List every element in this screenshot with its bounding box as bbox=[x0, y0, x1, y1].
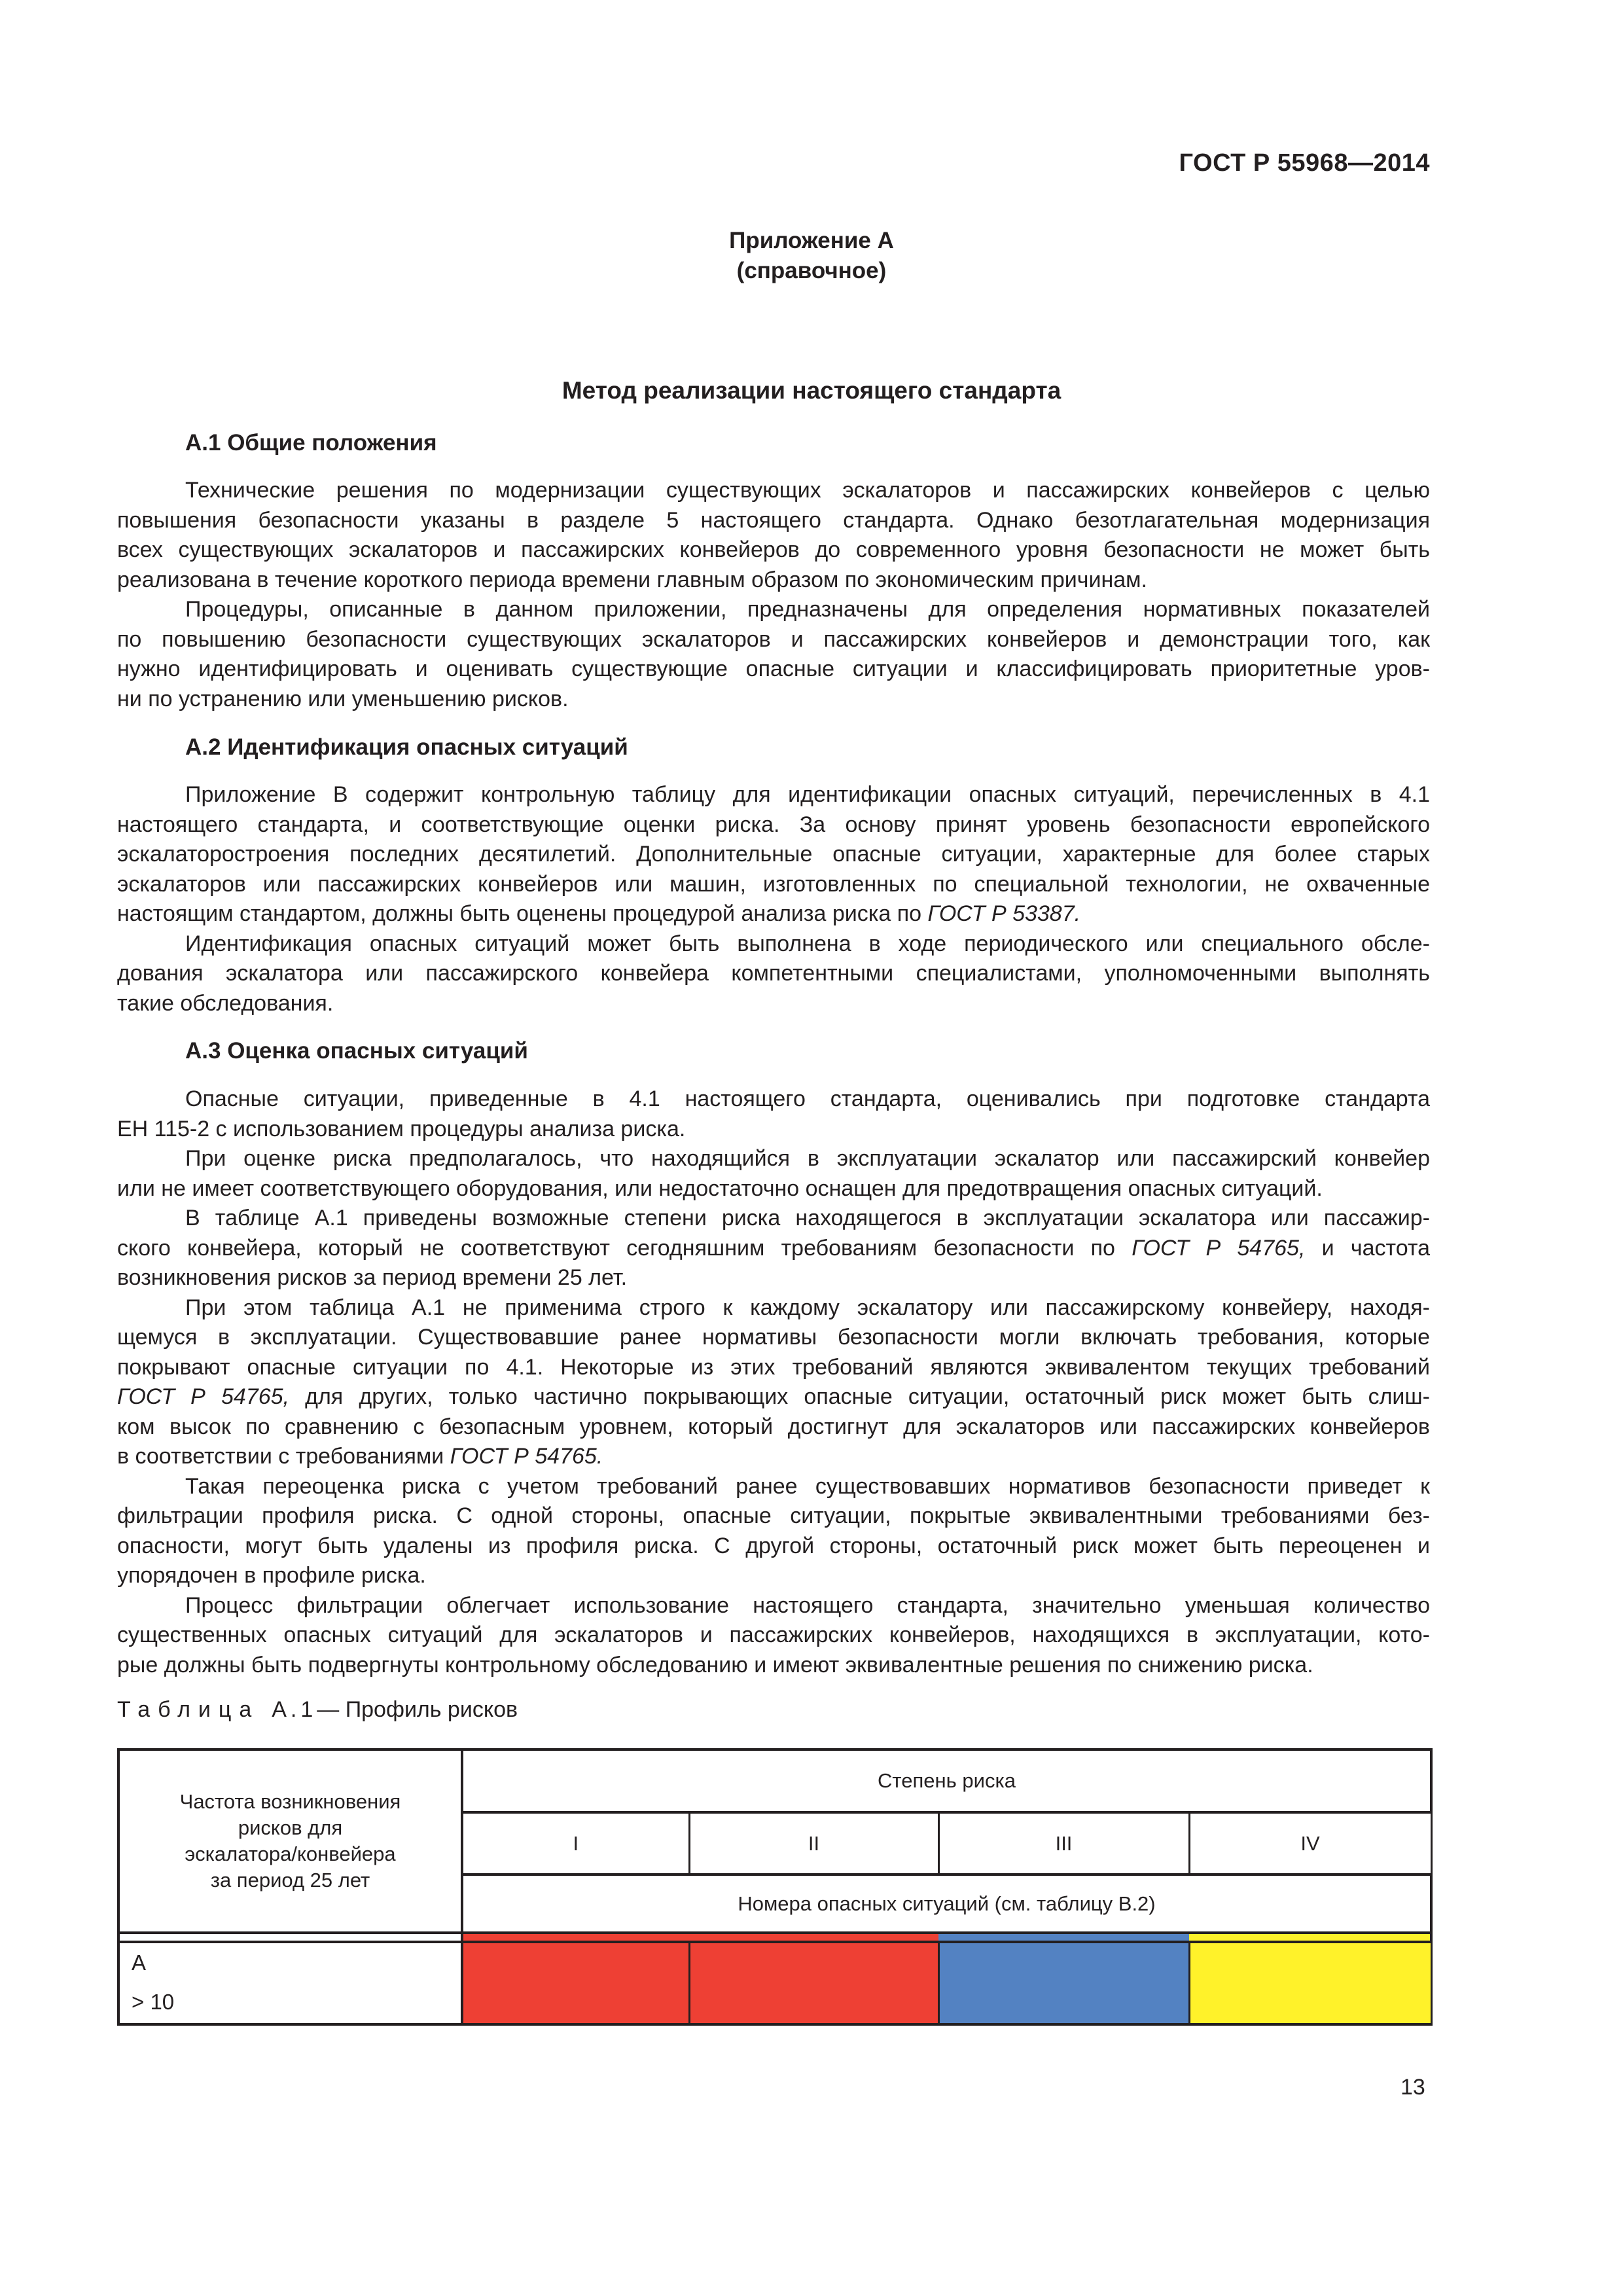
text-line: ни по устранению или уменьшению рисков. bbox=[117, 686, 569, 711]
text-line: нужно идентифицировать и оценивать существующие опасные ситуации и классифицировать приоритетные уров- bbox=[117, 656, 1430, 681]
text-line: Процесс фильтрации облегчает использование настоящего стандарта, значительно уменьшая количество bbox=[185, 1592, 1430, 1618]
text-line: Приложение В содержит контрольную таблицу для идентификации опасных ситуаций, перечисленных в 4.1 bbox=[185, 782, 1430, 807]
text-span: и частота bbox=[1305, 1235, 1430, 1261]
text-line: такие обследования. bbox=[117, 990, 334, 1016]
frequency-header-line: эскалатора/конвейера bbox=[185, 1842, 396, 1865]
text-span: ского конвейера, который не соответствуют сегодняшним требованиям безопасности по bbox=[117, 1235, 1132, 1261]
text-line: ком высок по сравнению с безопасным уровнем, который достигнут для эскалаторов или пассажирских конвейеров bbox=[117, 1414, 1430, 1439]
appendix-subtitle: (справочное) bbox=[736, 258, 887, 283]
risk-cell-iii-blue bbox=[938, 1942, 1189, 2024]
text-line: упорядочен в профиле риска. bbox=[117, 1563, 426, 1588]
degree-header-i: I bbox=[462, 1812, 689, 1874]
text-line: всех существующих эскалаторов и пассажирских конвейеров до современного уровня безопасности не может быть bbox=[117, 537, 1430, 562]
appendix-title: Приложение А bbox=[729, 228, 894, 253]
separator-cell bbox=[689, 1933, 938, 1942]
page-number: 13 bbox=[1400, 2075, 1425, 2100]
frequency-header-line: рисков для bbox=[238, 1816, 343, 1839]
degree-header-ii: II bbox=[689, 1812, 938, 1874]
hazard-numbers-header: Номера опасных ситуаций (см. таблицу В.2) bbox=[462, 1874, 1431, 1933]
text-line: существенных опасных ситуаций для эскалаторов и пассажирских конвейеров, находящихся в эксплуатации, кото- bbox=[117, 1623, 1430, 1647]
standard-reference: ГОСТ Р 54765. bbox=[450, 1444, 603, 1469]
risk-cell-ii-red bbox=[689, 1942, 938, 2024]
table-caption bbox=[117, 1697, 518, 1723]
section-heading-a1: А.1 Общие положения bbox=[185, 430, 437, 456]
paragraph bbox=[117, 1085, 1430, 1680]
frequency-header-line: за период 25 лет bbox=[210, 1869, 370, 1892]
degree-header-iii: III bbox=[938, 1812, 1189, 1874]
section-heading-a3: А.3 Оценка опасных ситуаций bbox=[185, 1038, 528, 1064]
text-line: или не имеет соответствующего оборудования, или недостаточно оснащен для предотвращения опасных ситуаций. bbox=[117, 1175, 1323, 1201]
text-line: При оценке риска предполагалось, что находящийся в эксплуатации эскалатор или пассажирский конвейер bbox=[185, 1146, 1430, 1171]
separator-cell bbox=[938, 1933, 1189, 1942]
separator-cell bbox=[462, 1933, 689, 1942]
text-line: эскалаторостроения последних десятилетий. Дополнительные опасные ситуации, характерные для более старых bbox=[117, 842, 1430, 867]
table-caption-number: А.1 bbox=[272, 1697, 317, 1722]
text-line: повышения безопасности указаны в разделе 5 настоящего стандарта. Однако безотлагательная модернизация bbox=[117, 507, 1430, 533]
table-caption-title: Профиль рисков bbox=[339, 1697, 518, 1722]
separator-cell bbox=[1189, 1933, 1431, 1942]
text-span: в соответствии с требованиями bbox=[117, 1444, 450, 1469]
text-line: ЕН 115-2 с использованием процедуры анализа риска. bbox=[117, 1116, 686, 1141]
page-title: Метод реализации настоящего стандарта bbox=[562, 377, 1061, 404]
paragraph bbox=[117, 780, 1430, 1018]
frequency-header bbox=[118, 1749, 462, 1933]
risk-cell-iv-yellow bbox=[1189, 1942, 1431, 2024]
text-line: Процедуры, описанные в данном приложении, предназначены для определения нормативных показателей bbox=[185, 597, 1430, 622]
text-line: эскалаторов или пассажирских конвейеров или машин, изготовленных по специальной технологии, не охваченные bbox=[117, 871, 1430, 897]
text-line bbox=[117, 899, 1430, 929]
text-line: Технические решения по модернизации существующих эскалаторов и пассажирских конвейеров с целью bbox=[185, 478, 1430, 503]
text-line bbox=[117, 1382, 1430, 1412]
text-line bbox=[117, 1234, 1430, 1264]
risk-profile-table bbox=[117, 1748, 1433, 2026]
text-line: рые должны быть подвергнуты контрольному обследованию и имеют эквивалентные решения по снижению риска. bbox=[117, 1652, 1313, 1677]
text-line: щемуся в эксплуатации. Существовавшие ранее нормативы безопасности могли включать требования, которые bbox=[117, 1325, 1430, 1350]
separator-cell bbox=[118, 1933, 462, 1942]
text-line: настоящего стандарта, и соответствующие оценки риска. За основу принят уровень безопасности европейского bbox=[117, 812, 1430, 837]
frequency-header-line: Частота возникновения bbox=[179, 1790, 401, 1813]
standard-reference: ГОСТ Р 54765, bbox=[117, 1384, 289, 1409]
text-line: по повышению безопасности существующих эскалаторов и пассажирских конвейеров и демонстрации того, как bbox=[117, 626, 1430, 652]
text-span: настоящим стандартом, должны быть оценены процедурой анализа риска по bbox=[117, 901, 928, 926]
frequency-category: А bbox=[132, 1950, 147, 1975]
table-caption-dash: — bbox=[317, 1697, 340, 1722]
text-line: покрывают опасные ситуации по 4.1. Некоторые из этих требований являются эквивалентом текущих требований bbox=[117, 1354, 1430, 1380]
text-line: дования эскалатора или пассажирского конвейера компетентными специалистами, уполномоченными выполнять bbox=[117, 961, 1430, 986]
text-line: возникновения рисков за период времени 25 лет. bbox=[117, 1265, 628, 1290]
standard-reference: ГОСТ Р 54765, bbox=[1132, 1235, 1306, 1261]
text-line: В таблице А.1 приведены возможные степени риска находящегося в эксплуатации эскалатора или пассажир- bbox=[185, 1206, 1430, 1230]
frequency-value: > 10 bbox=[132, 1990, 175, 2014]
text-line bbox=[117, 1442, 1430, 1472]
document-code: ГОСТ Р 55968—2014 bbox=[1179, 149, 1430, 177]
text-line: При этом таблица А.1 не применима строго к каждому эскалатору или пассажирскому конвейеру, находя- bbox=[185, 1295, 1430, 1320]
text-line: Опасные ситуации, приведенные в 4.1 настоящего стандарта, оценивались при подготовке стандарта bbox=[185, 1086, 1430, 1111]
paragraph bbox=[117, 476, 1430, 714]
text-span: для других, только частично покрывающих опасные ситуации, остаточный риск может быть слиш- bbox=[289, 1384, 1430, 1409]
standard-reference: ГОСТ Р 53387. bbox=[927, 901, 1081, 926]
text-line: реализована в течение короткого периода времени главным образом по экономическим причинам. bbox=[117, 567, 1147, 592]
text-line: фильтрации профиля риска. С одной стороны, опасные ситуации, покрытые эквивалентными требованиями без- bbox=[117, 1503, 1430, 1528]
table-separator-row bbox=[118, 1933, 1431, 1942]
table-caption-label: Таблица bbox=[117, 1697, 260, 1722]
section-heading-a2: А.2 Идентификация опасных ситуаций bbox=[185, 734, 628, 760]
table-header-row bbox=[118, 1749, 1431, 1812]
text-line: опасности, могут быть удалены из профиля риска. С другой стороны, остаточный риск может быть переоценен и bbox=[117, 1533, 1430, 1558]
table-row bbox=[118, 1942, 1431, 2024]
risk-cell-i-red bbox=[462, 1942, 689, 2024]
frequency-cell bbox=[118, 1942, 462, 2024]
risk-degree-header: Степень риска bbox=[462, 1749, 1431, 1812]
text-line: Идентификация опасных ситуаций может быть выполнена в ходе периодического или специального обсле- bbox=[185, 931, 1430, 956]
degree-header-iv: IV bbox=[1189, 1812, 1431, 1874]
text-line: Такая переоценка риска с учетом требований ранее существовавших нормативов безопасности приведет к bbox=[185, 1473, 1430, 1499]
